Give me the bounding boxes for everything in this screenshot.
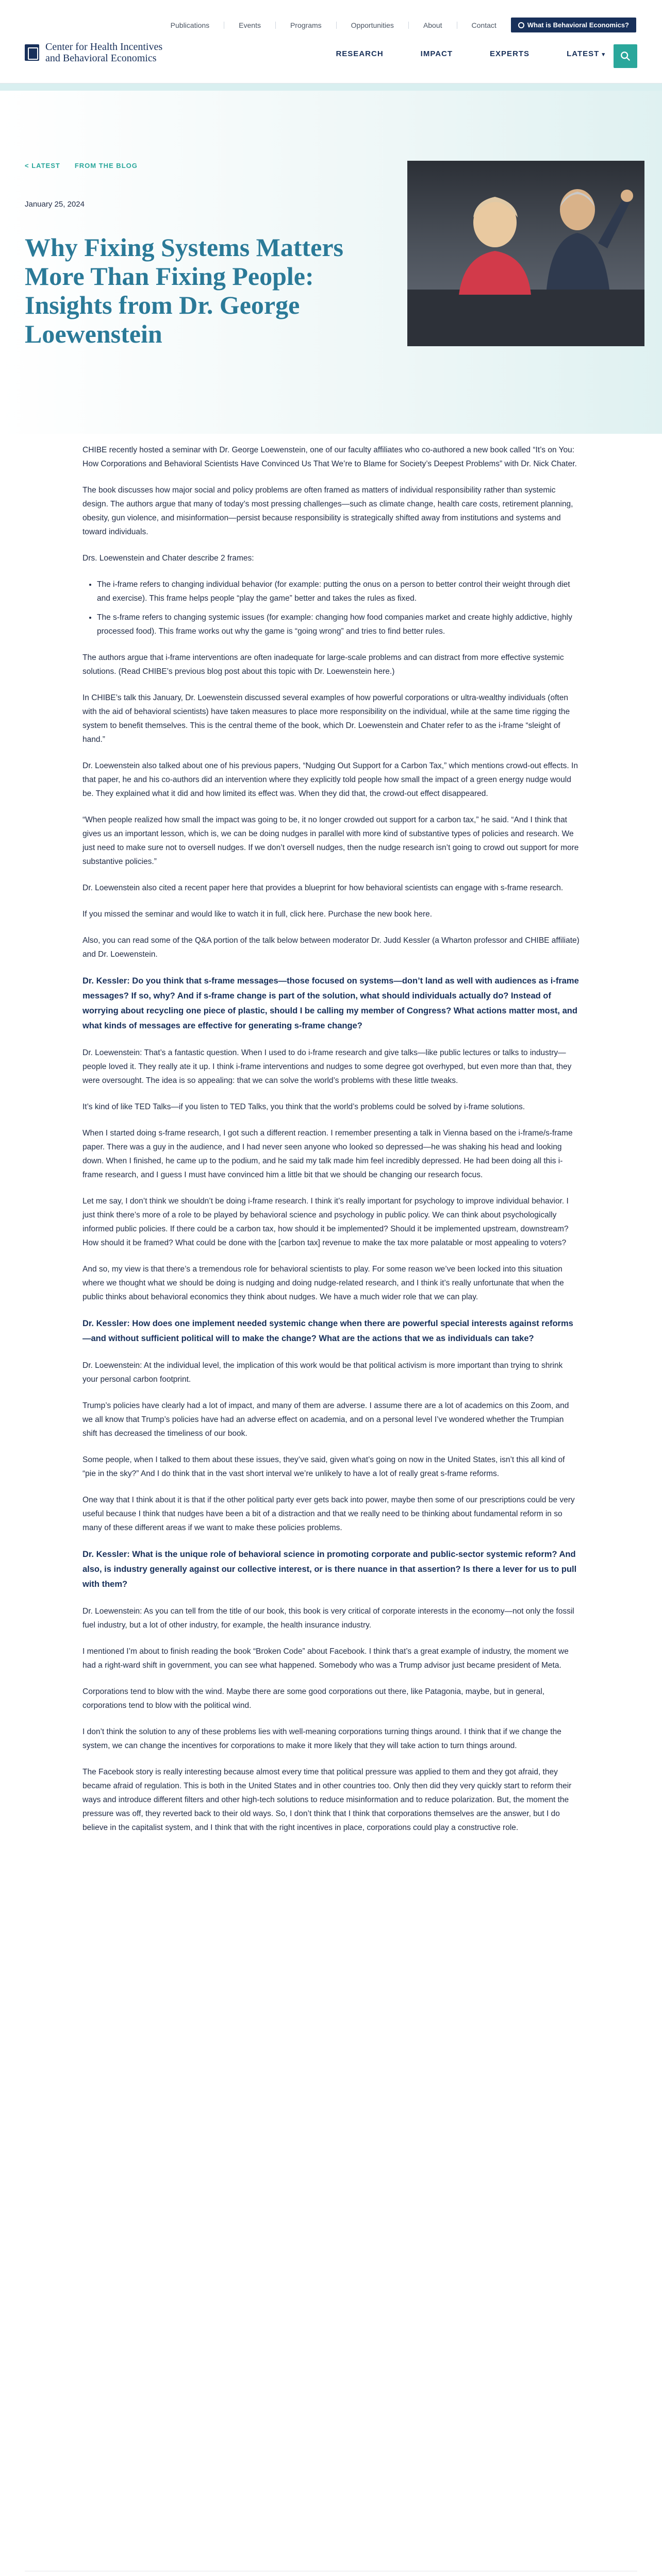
paragraph: Dr. Loewenstein also talked about one of his previous papers, “Nudging Out Support for a Carbon Tax,” which mentions crowd-out effects. In that paper, he and his co-authors did an intervention where they explicitly told people how small the impact of a green energy nudge would be. They explained what it did and how limited its effect was. When they did that, the crowd-out effect disappeared. bbox=[82, 761, 578, 798]
question: Dr. Kessler: What is the unique role of behavioral science in promoting corporate and public-sector systemic reform? And also, is industry generally against our collective interest, or is there nuance in that assertion? Is there a lever for us to pull with them? bbox=[82, 1550, 577, 1589]
answer: Dr. Loewenstein: As you can tell from the title of our book, this book is very critical of corporate interests in the economy—not only the fossil fuel industry, but a lot of other industry, for example, the health insurance industry. bbox=[82, 1607, 574, 1630]
breadcrumb bbox=[25, 162, 138, 170]
answer: Trump’s policies have clearly had a lot of impact, and many of them are adverse. I assume there are a lot of academics on this Zoom, and we all know that Trump’s policies have had an adverse effect on academia, and on a personal level I’ve wondered whether the Trumpian shift has decreased the timeliness of our book. bbox=[82, 1401, 569, 1438]
answer: The Facebook story is really interesting because almost every time that political pressure was applied to them and they got afraid, they became afraid of regulation. This is both in the United States and in other countries too. Only then did they very quickly start to reform their ways and introduce different filters and other high-tech solutions to reduce misinformation and to reduce polarization. But, the moment the pressure was off, they reverted back to their old ways. So, I don’t think that I think that corporations themselves are the answer, but I do believe in the capitalist system, and I think that with the right incentives in place, corporations could play a constructive role. bbox=[82, 1768, 572, 1832]
answer: Some people, when I talked to them about these issues, they’ve said, given what’s going on now in the United States, isn’t this all kind of “pie in the sky?” And I do think that in the vast short interval we’re unlikely to have a lot of really great s-frame reforms. bbox=[82, 1455, 565, 1478]
breadcrumb-latest[interactable]: < LATEST bbox=[25, 162, 60, 170]
answer: Corporations tend to blow with the wind. Maybe there are some good corporations out there, like Patagonia, maybe, but in general, corporations tend to blow with the political wind. bbox=[82, 1687, 545, 1710]
what-is-be-button[interactable] bbox=[511, 18, 636, 32]
list-item: • The i-frame refers to changing individual behavior (for example: putting the onus on a person to better control their weight through diet and exercise). This frame helps people “play the game” better and takes the rules as fixed. bbox=[97, 578, 580, 605]
chevron-down-icon: ▾ bbox=[602, 52, 605, 58]
answer: Let me say, I don’t think we shouldn’t be doing i-frame research. I think it’s really important for psychology to improve individual behavior. I just think there’s more of a role to be played by behavioral science and psychology in public policy. We can think about psychologically informed public policies. If there could be a carbon tax, how should it be implemented? Should it be implemented upstream, downstream? How should it be framed? What could be done with the [carbon tax] revenue to make the tax more palatable or most appealing to voters? bbox=[82, 1197, 569, 1247]
utility-links bbox=[171, 18, 636, 32]
question: Dr. Kessler: Do you think that s-frame messages—those focused on systems—don’t land as well with audiences as i-frame messages? If so, why? And if s-frame change is part of the solution, what should individuals actually do? Instead of worrying about recycling one piece of plastic, should I be calling my member of Congress? What actions matter most, and what kinds of messages are effective for generating s-frame change? bbox=[82, 976, 579, 1030]
paragraph: Also, you can read some of the Q&A portion of the talk below between moderator Dr. Judd Kessler (a Wharton professor and CHIBE affiliate) and Dr. Loewenstein. bbox=[82, 936, 580, 959]
utility-bar bbox=[0, 0, 662, 32]
search-button[interactable] bbox=[614, 44, 637, 68]
utility-link-about[interactable]: About bbox=[423, 21, 442, 29]
list-item: • The s-frame refers to changing systemic issues (for example: changing how food companies market and create highly addictive, highly processed food). This frame works out why the game is “going wrong” and tries to find better rules. bbox=[97, 611, 580, 638]
paragraph: CHIBE recently hosted a seminar with Dr. George Loewenstein, one of our faculty affiliates who co-authored a new book called “It’s on You: How Corporations and Behavioral Scientists Have Convinced Us That We’re to Blame for Society’s Deepest Problems” with Dr. Nick Chater. bbox=[82, 446, 577, 468]
nav-research[interactable]: RESEARCH bbox=[336, 49, 384, 58]
paragraph: In CHIBE’s talk this January, Dr. Loewenstein discussed several examples of how powerful corporations or ultra-wealthy individuals (often with the aid of behavioral scientists) have taken measures to place more responsibility on the individual, while at the same time rigging the system to benefit themselves. This is the central theme of the book, which Dr. Loewenstein and Chater refer to as the i-frame “sleight of hand.” bbox=[82, 693, 570, 744]
breadcrumb-latest-label: LATEST bbox=[31, 162, 60, 170]
divider bbox=[275, 22, 276, 29]
hero-accent-stripe bbox=[0, 83, 662, 91]
logo-text bbox=[45, 41, 162, 64]
paragraph: Drs. Loewenstein and Chater describe 2 frames: bbox=[82, 554, 254, 563]
site-logo[interactable] bbox=[25, 41, 162, 64]
divider bbox=[408, 22, 409, 29]
post-date: January 25, 2024 bbox=[25, 200, 85, 209]
answer: I mentioned I’m about to finish reading the book “Broken Code” about Facebook. I think that’s a great example of industry, the moment we had a right-ward shift in government, you can see what happened. Somebody who was a Trump advisor just became president of Meta. bbox=[82, 1647, 569, 1670]
paragraph: “When people realized how small the impact was going to be, it no longer crowded out support for a carbon tax,” he said. “And I think that gives us an important lesson, which is, we can be doing nudges in parallel with more kind of substantive types of policies and research. We just need to make sure not to oversell nudges. If we don’t oversell nudges, then the nudge research isn’t going to crowd out support for more substantive policies.” bbox=[82, 816, 579, 866]
divider bbox=[336, 22, 337, 29]
nav-latest-label: LATEST bbox=[567, 49, 600, 58]
main-nav bbox=[336, 49, 605, 58]
article-body bbox=[82, 443, 580, 1847]
paragraph: The authors argue that i-frame interventions are often inadequate for large-scale problems and can distract from more effective systemic solutions. (Read CHIBE’s previous blog post about this topic with Dr. Loewenstein here.) bbox=[82, 653, 564, 676]
search-icon bbox=[620, 50, 631, 62]
logo-line-1: Center for Health Incentives bbox=[45, 41, 163, 53]
paragraph: If you missed the seminar and would like to watch it in full, click here. Purchase the new book here. bbox=[82, 910, 433, 919]
nav-experts[interactable]: EXPERTS bbox=[490, 49, 530, 58]
answer: And so, my view is that there’s a tremendous role for behavioral scientists to play. For some reason we’ve been locked into this situation where we thought what we should be doing is nudging and doing nudge-related research, and I think it’s really unfortunate that when the public thinks about behavioral economics they think about nudges. We have a much wider role that we can play. bbox=[82, 1265, 564, 1301]
answer: It’s kind of like TED Talks—if you listen to TED Talks, you think that the world’s problems could be solved by i-frame solutions. bbox=[82, 1103, 525, 1111]
what-is-be-label: What is Behavioral Economics? bbox=[527, 21, 629, 29]
nav-impact[interactable]: IMPACT bbox=[420, 49, 453, 58]
answer: I don’t think the solution to any of these problems lies with well-meaning corporations turning things around. I think that if we change the system, we can change the incentives for corporations to make it more likely that they will take action to turn things around. bbox=[82, 1727, 561, 1750]
utility-link-opportunities[interactable]: Opportunities bbox=[351, 21, 394, 29]
site-header bbox=[0, 32, 662, 83]
hero-photo bbox=[407, 161, 644, 346]
question: Dr. Kessler: How does one implement needed systemic change when there are powerful special interests against reforms—and without sufficient political will to make the change? What are the actions that we as individuals can take? bbox=[82, 1319, 573, 1343]
speaker-photo-illustration bbox=[407, 161, 644, 346]
utility-link-programs[interactable]: Programs bbox=[290, 21, 322, 29]
paragraph: Dr. Loewenstein also cited a recent paper here that provides a blueprint for how behavioral scientists can engage with s-frame research. bbox=[82, 884, 564, 892]
penn-shield-icon bbox=[25, 44, 39, 61]
breadcrumb-blog[interactable]: FROM THE BLOG bbox=[74, 162, 138, 170]
utility-link-publications[interactable]: Publications bbox=[170, 21, 210, 29]
frames-list bbox=[97, 578, 580, 638]
page-title: Why Fixing Systems Matters More Than Fixing People: Insights from Dr. George Loewenstein bbox=[25, 233, 343, 348]
paragraph: The book discusses how major social and policy problems are often framed as matters of individual responsibility rather than systemic design. The authors argue that many of today’s most pressing challenges—such as climate change, health care costs, retirement planning, obesity, gun violence, and misinformation—persist because responsibility is strategically shifted away from institutions and systems and toward individuals. bbox=[82, 486, 573, 536]
logo-line-2: and Behavioral Economics bbox=[45, 53, 157, 64]
answer: Dr. Loewenstein: That’s a fantastic question. When I used to do i-frame research and give talks—like public lectures or talks to industry—people loved it. They really ate it up. I think i-frame interventions and nudges to some degree got overhyped, but even more than that, they were oversought. The idea is so appealing: that we can solve the world’s problems with these little tweaks. bbox=[82, 1048, 572, 1085]
info-icon bbox=[518, 22, 524, 28]
nav-latest[interactable] bbox=[567, 49, 605, 58]
research-areas bbox=[25, 2571, 637, 2576]
answer: Dr. Loewenstein: At the individual level, the implication of this work would be that political activism is more important than trying to shrink your personal carbon footprint. bbox=[82, 1361, 563, 1384]
answer: One way that I think about it is that if the other political party ever gets back into power, maybe then some of our prescriptions could be very useful because I think that nudges have been a bit of a distraction and that we really need to be thinking about fundamental reform in so many of these different areas if we want to make these policies problems. bbox=[82, 1496, 575, 1532]
utility-link-events[interactable]: Events bbox=[239, 21, 261, 29]
hero bbox=[0, 83, 662, 434]
answer: When I started doing s-frame research, I got such a different reaction. I remember presenting a talk in Vienna based on the i-frame/s-frame paper. There was a guy in the audience, and I had never seen anyone who looked so depressed—he was shaking his head and looking down. When I finished, he came up to the podium, and he said my talk made him feel incredibly depressed. He had been doing all this i-frame research, and I guess I must have convinced him a little bit that we should be changing our research focus. bbox=[82, 1129, 573, 1179]
utility-link-contact[interactable]: Contact bbox=[471, 21, 496, 29]
